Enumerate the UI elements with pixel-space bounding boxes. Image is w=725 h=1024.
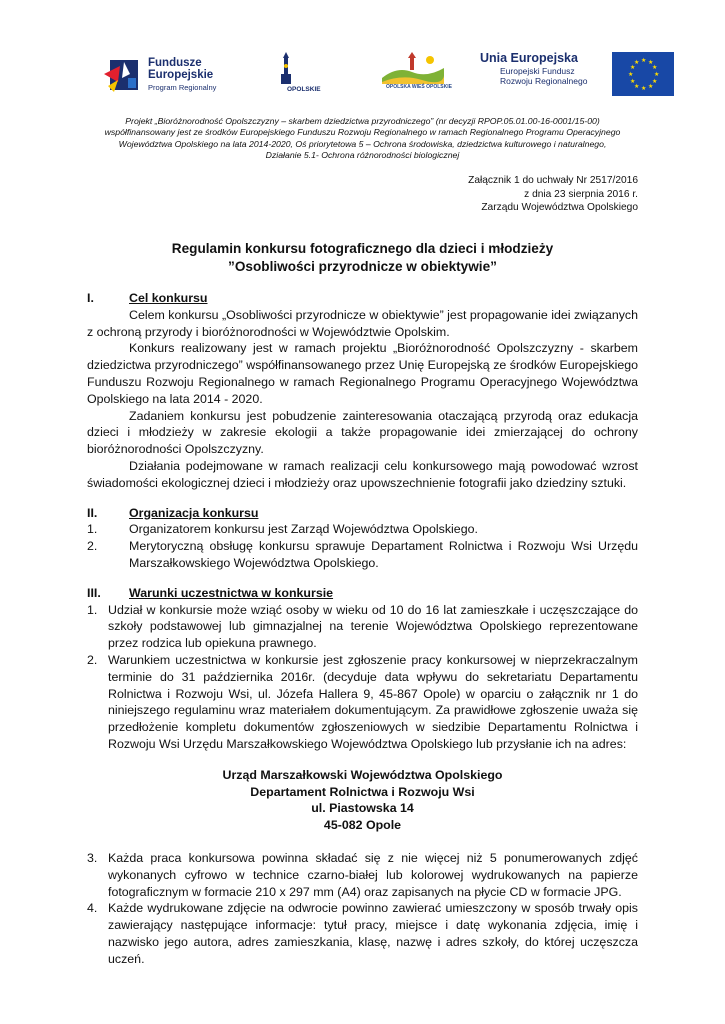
- project-info-line: Działanie 5.1- Ochrona różnorodności biologicznej: [265, 149, 460, 160]
- list-item: [87, 521, 638, 538]
- project-info-line: Województwa Opolskiego na lata 2014-2020, Oś priorytetowa 5 – Ochrona środowiska, dziedzictwa kulturowego i naturalnego,: [118, 138, 607, 149]
- svg-text:★: ★: [630, 78, 636, 85]
- annex-line: Załącznik 1 do uchwały Nr 2517/2016: [468, 175, 638, 186]
- list-text: Warunkiem uczestnictwa w konkursie jest zgłoszenie pracy konkursowej w nieprzekraczalnym terminie do 31 października 2016r. (decyduje data wpływu do sekretariatu Departamentu Rolnictwa i Rozwoju Wsi, ul. Józefa Hallera 9, 45-867 Opole) w oparciu o załącznik nr 1 do niniejszego regulaminu wraz materiałem dokumentującym. Za prawidłowe zgłoszenie uważa się przedłożenie kompletu dokumentów zgłoszeniowych w siedzibie Departamentu Rolnictwa i Rozwoju Wsi Urzędu Marszałkowskiego Województwa Opolskiego lub przysłanie ich na adres:: [108, 652, 638, 751]
- fe-line1: Fundusze: [148, 57, 202, 69]
- list-number: 1.: [87, 602, 98, 617]
- list-item: [87, 900, 638, 967]
- fe-line2: Europejskie: [148, 69, 214, 81]
- paragraph: Zadaniem konkursu jest pobudzenie zainteresowania otaczającą przyrodą oraz edukacja dzieci i młodzieży w zakresie ekologii a także propagowanie idei zmierzającej do ochrony bioróżnorodności Opolszczyzny.: [87, 408, 638, 457]
- list-number: 2.: [87, 539, 98, 554]
- list-item: [87, 652, 638, 753]
- list-number: 4.: [87, 901, 98, 916]
- postal-address: [87, 767, 638, 834]
- svg-text:★: ★: [652, 78, 658, 85]
- list-text: Każde wydrukowane zdjęcie na odwrocie powinno zawierać umieszczony w sposób trwały opis zawierający następujące informacje: tytuł pracy, miejsce i datę wykonania zdjęcia, imię i nazwisko jego autora, adres zamieszkania, klasę, nazwę i adres szkoły, do której uczęszcza uczeń.: [108, 901, 638, 966]
- list-number: 2.: [87, 652, 98, 667]
- svg-text:★: ★: [634, 59, 640, 66]
- list-item: [87, 602, 638, 652]
- title-line2: ”Osobliwości przyrodnicze w obiektywie”: [228, 258, 497, 274]
- village-landscape-icon: [382, 52, 444, 84]
- header-logo-bar: [0, 42, 725, 110]
- eu-flag-icon: [612, 52, 674, 96]
- section-number: III.: [87, 585, 101, 600]
- fe-star-icon: [104, 56, 142, 94]
- opolskie-tower-icon: [277, 52, 335, 86]
- document-body: [87, 290, 638, 967]
- eu-title: Unia Europejska: [480, 51, 578, 65]
- fe-logo-text: [148, 57, 216, 94]
- project-info: [70, 116, 655, 161]
- paragraph: Konkurs realizowany jest w ramach projektu „Bioróżnorodność Opolszczyzny - skarbem dziedzictwa przyrodniczego” współfinansowanego przez Unię Europejską ze środków Europejskiego Funduszu Rozwoju Regionalnego w ramach Regionalnego Programu Operacyjnego Województwa Opolskiego na lata 2014 - 2020.: [87, 341, 638, 406]
- section-title: Cel konkursu: [129, 291, 208, 305]
- section-title: Warunki uczestnictwa w konkursie: [129, 585, 334, 600]
- document-title: [60, 240, 665, 275]
- annex-reference: [338, 174, 638, 215]
- svg-text:★: ★: [648, 83, 654, 90]
- fe-line3: Program Regionalny: [148, 83, 217, 92]
- title-line1: Regulamin konkursu fotograficznego dla dzieci i młodzieży: [171, 241, 554, 256]
- paragraph: Celem konkursu „Osobliwości przyrodnicze w obiektywie” jest propagowanie idei związanych z ochroną przyrody i bioróżnorodności w Województwie Opolskim.: [87, 307, 638, 339]
- list-text: Merytoryczną obsługę konkursu sprawuje Departament Rolnictwa i Rozwoju Wsi Urzędu Marszałkowskiego Województwa Opolskiego.: [129, 539, 638, 570]
- svg-text:★: ★: [641, 85, 647, 92]
- section-heading: [87, 505, 638, 522]
- address-line: Departament Rolnictwa i Rozwoju Wsi: [250, 784, 475, 799]
- list-number: 1.: [87, 522, 98, 537]
- list-text: Udział w konkursie może wziąć osoby w wieku od 10 do 16 lat zamieszkałe i uczęszczające do szkoły podstawowej lub gimnazjalnej na terenie Województwa Opolskiego reprezentowane przez rodzica lub opiekuna prawnego.: [108, 602, 638, 651]
- paragraph: Działania podejmowane w ramach realizacji celu konkursowego mają powodować wzrost świadomości ekologicznej dzieci i młodzieży oraz upowszechnienie fotografii jako dziedziny sztuki.: [87, 458, 638, 490]
- annex-line: z dnia 23 sierpnia 2016 r.: [524, 188, 638, 200]
- svg-text:★: ★: [634, 83, 640, 90]
- svg-text:★: ★: [630, 64, 636, 71]
- fundusze-europejskie-logo: [104, 54, 224, 98]
- section-heading: [87, 290, 638, 307]
- list-number: 3.: [87, 850, 98, 865]
- svg-text:★: ★: [648, 59, 654, 66]
- opolska-wies-logo: [382, 52, 452, 98]
- opolskie-logo: [277, 52, 335, 102]
- svg-text:★: ★: [628, 71, 634, 78]
- list-text: Każda praca konkursowa powinna składać się z nie więcej niż 5 ponumerowanych zdjęć wykonanych cyfrowo w technice czarno-białej lub kolorowej wydrukowanych na papierze fotograficznym w formacie 210 x 297 mm (A4) oraz zapisanych na płycie CD w formacie JPG.: [108, 850, 638, 899]
- opolskie-logo-text: OPOLSKIE: [287, 86, 321, 93]
- address-line: Urząd Marszałkowski Województwa Opolskiego: [222, 767, 503, 782]
- opolska-wies-text: OPOLSKA WIEŚ OPOLSKIE: [386, 84, 452, 90]
- section-number: I.: [87, 291, 94, 305]
- address-line: 45-082 Opole: [323, 818, 402, 833]
- section-heading: [87, 585, 638, 602]
- annex-line: Zarządu Województwa Opolskiego: [481, 202, 638, 214]
- list-text: Organizatorem konkursu jest Zarząd Województwa Opolskiego.: [129, 522, 478, 537]
- eu-line2: Europejski Fundusz: [500, 66, 575, 76]
- svg-text:★: ★: [652, 64, 658, 71]
- address-line: ul. Piastowska 14: [311, 801, 414, 816]
- eu-text-block: [480, 53, 610, 86]
- section-number: II.: [87, 505, 98, 520]
- section-title: Organizacja konkursu: [129, 505, 259, 520]
- svg-text:★: ★: [654, 71, 660, 78]
- list-item: [87, 850, 638, 900]
- project-info-line: współfinansowany jest ze środków Europejskiego Funduszu Rozwoju Regionalnego w ramach Regionalnego Programu Operacyjnego: [104, 127, 621, 138]
- list-item: [87, 538, 638, 572]
- svg-text:★: ★: [641, 57, 647, 64]
- eu-line3: Rozwoju Regionalnego: [500, 76, 588, 86]
- project-info-line: Projekt „Bioróżnorodność Opolszczyzny – skarbem dziedzictwa przyrodniczego” (nr decyzji RPOP.05.01.00-16-0001/15-00): [125, 116, 600, 126]
